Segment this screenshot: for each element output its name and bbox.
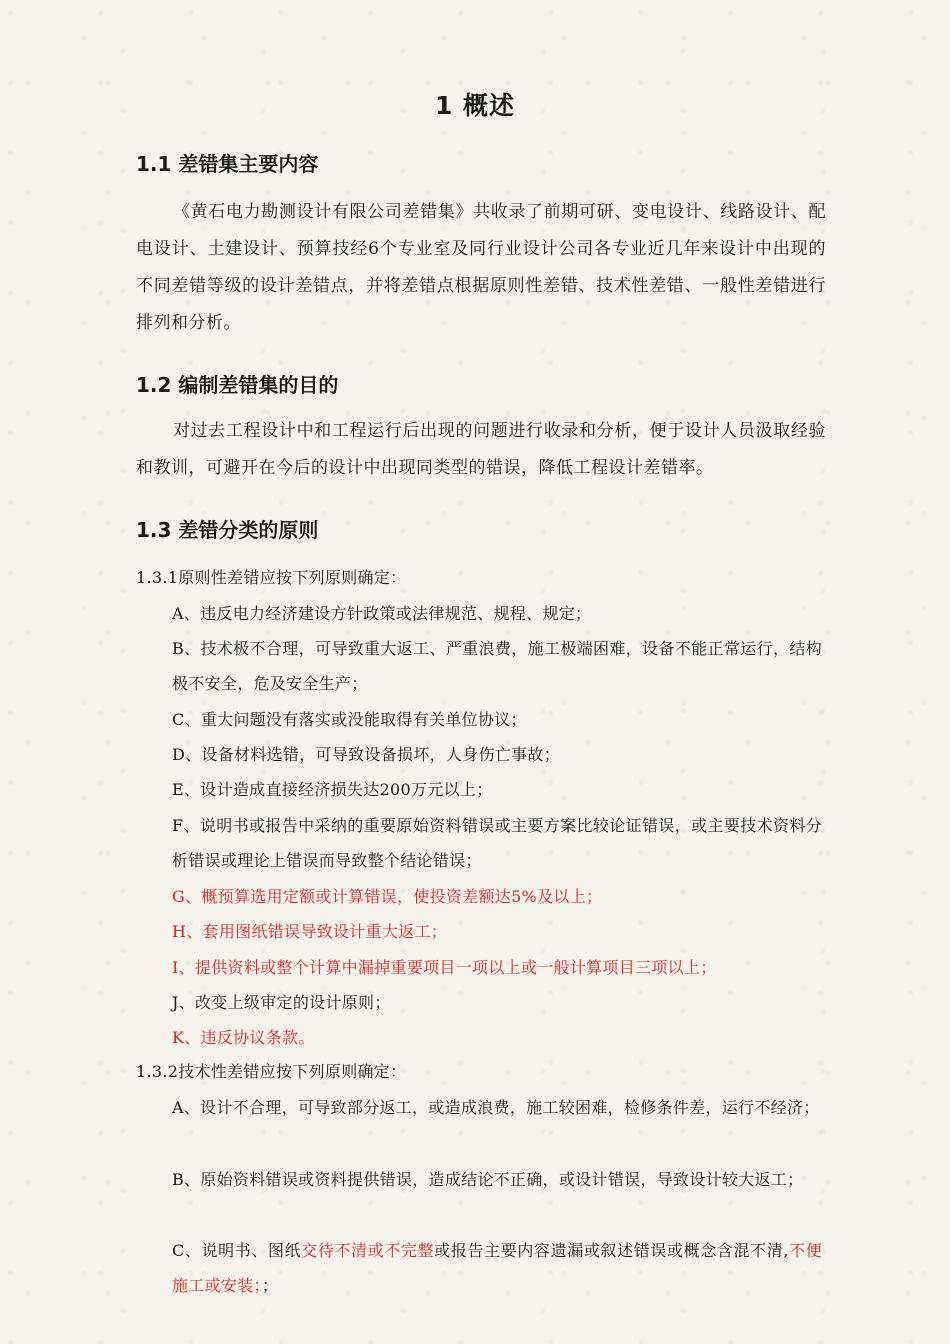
section-heading-1-2: 1.2 编制差错集的目的 bbox=[136, 373, 339, 397]
rule-item-k: K、违反协议条款。 bbox=[172, 1028, 315, 1047]
section-heading-1-3: 1.3 差错分类的原则 bbox=[136, 518, 319, 542]
section-body-1-2: 对过去工程设计中和工程运行后出现的问题进行收录和分析，便于设计人员汲取经验和教训，可避开在今后的设计中出现同类型的错误，降低工程设计差错率。 bbox=[136, 421, 826, 478]
tech-item-c-highlight-2: 不便施工或安装； bbox=[172, 1241, 822, 1295]
section-body-1-1: 《黄石电力勘测设计有限公司差错集》共收录了前期可研、变电设计、线路设计、配电设计、土建设计、预算技经6个专业室及同行业设计公司各专业近几年来设计中出现的不同差错等级的设计差错点，并将差错点根据原则性差错、技术性差错、一般性差错进行排列和分析。 bbox=[136, 202, 826, 333]
rule-item-c: C、重大问题没有落实或没能取得有关单位协议； bbox=[172, 710, 527, 729]
tech-item-a: A、设计不合理，可导致部分返工，或造成浪费，施工较困难，检修条件差，运行不经济； bbox=[172, 1098, 820, 1117]
rule-item-g: G、概预算选用定额或计算错误，使投资差额达5%及以上； bbox=[172, 887, 603, 906]
rule-item-f: F、说明书或报告中采纳的重要原始资料错误或主要方案比较论证错误，或主要技术资料分析错误或理论上错误而导致整个结论错误； bbox=[172, 816, 822, 870]
tech-item-c-text: C、说明书、图纸 bbox=[172, 1241, 302, 1260]
rule-item-b: B、技术极不合理，可导致重大返工、严重浪费，施工极端困难，设备不能正常运行，结构极不安全，危及安全生产； bbox=[172, 639, 822, 693]
subsection-1-3-1: 1.3.1原则性差错应按下列原则确定： bbox=[136, 568, 407, 587]
rule-item-d: D、设备材料选错，可导致设备损坏，人身伤亡事故； bbox=[172, 745, 561, 764]
page-title: 1 概述 bbox=[434, 91, 516, 120]
section-heading-1-1: 1.1 差错集主要内容 bbox=[136, 152, 319, 176]
tech-item-c-highlight-1: 交待不清或不完整 bbox=[301, 1241, 435, 1260]
tech-item-c bbox=[172, 1233, 822, 1303]
tech-item-c-text-end: ； bbox=[261, 1276, 279, 1295]
tech-item-c-text-mid: 或报告主要内容遗漏或叙述错误或概念含混不清, bbox=[434, 1241, 789, 1260]
rule-item-h: H、套用图纸错误导致设计重大返工； bbox=[172, 922, 448, 941]
rule-item-j: J、改变上级审定的设计原则； bbox=[172, 993, 391, 1012]
rule-item-a: A、违反电力经济建设方针政策或法律规范、规程、规定； bbox=[172, 604, 592, 623]
rule-item-i: I、提供资料或整个计算中漏掉重要项目一项以上或一般计算项目三项以上； bbox=[172, 958, 717, 977]
rule-item-e: E、设计造成直接经济损失达200万元以上； bbox=[172, 780, 493, 799]
tech-item-b: B、原始资料错误或资料提供错误，造成结论不正确，或设计错误，导致设计较大返工； bbox=[172, 1170, 804, 1189]
subsection-1-3-2: 1.3.2技术性差错应按下列原则确定： bbox=[136, 1062, 407, 1081]
